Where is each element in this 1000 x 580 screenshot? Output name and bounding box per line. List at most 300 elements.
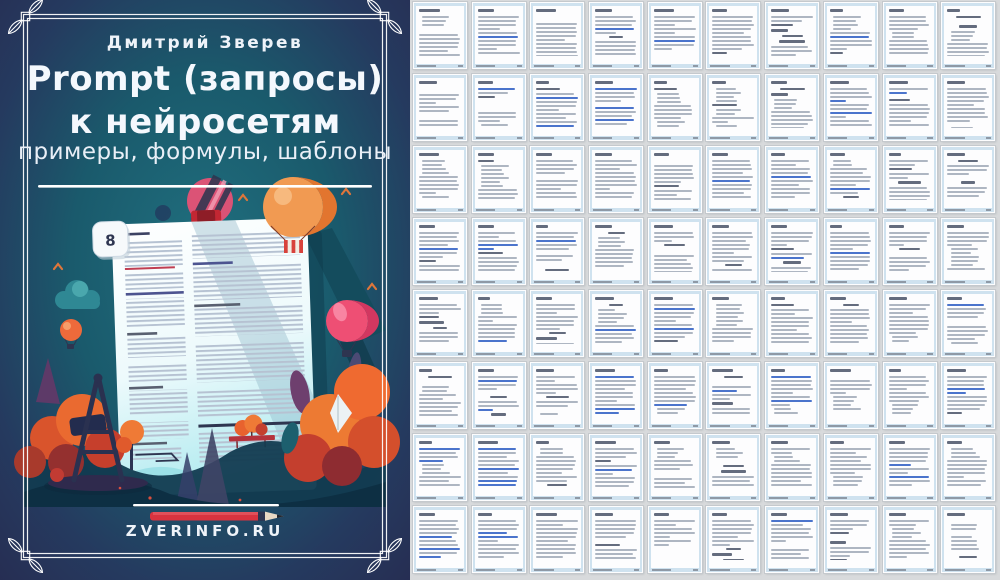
page-header-highlight <box>531 363 583 366</box>
page-right-margin-highlight <box>875 363 877 428</box>
page-text-lines <box>478 513 520 560</box>
page-text-lines <box>947 369 989 416</box>
page-thumbnail[interactable] <box>472 146 526 213</box>
page-footer <box>707 496 759 500</box>
page-left-margin-highlight <box>649 291 651 356</box>
page-right-margin-highlight <box>875 219 877 284</box>
page-right-margin-highlight <box>581 435 583 500</box>
page-right-margin-highlight <box>640 291 642 356</box>
page-thumbnail[interactable] <box>589 290 643 357</box>
page-footer <box>473 64 525 68</box>
page-thumbnail[interactable] <box>941 218 995 285</box>
page-left-margin-highlight <box>590 363 592 428</box>
page-footer <box>414 64 466 68</box>
page-thumbnail[interactable] <box>589 74 643 141</box>
page-footer <box>825 352 877 356</box>
page-left-margin-highlight <box>942 435 944 500</box>
page-text-lines <box>889 297 931 344</box>
page-thumbnail[interactable] <box>706 434 760 501</box>
page-footer <box>942 136 994 140</box>
page-header-highlight <box>825 435 877 438</box>
page-text-lines <box>771 9 813 56</box>
footer-separator-line <box>133 504 279 506</box>
page-thumbnail[interactable] <box>648 2 702 69</box>
page-footer <box>766 64 818 68</box>
page-right-margin-highlight <box>875 291 877 356</box>
page-right-margin-highlight <box>992 363 994 428</box>
page-footer <box>825 280 877 284</box>
page-header-highlight <box>649 363 701 366</box>
page-thumbnail[interactable] <box>530 218 584 285</box>
page-footer <box>531 280 583 284</box>
page-thumbnail[interactable] <box>648 146 702 213</box>
page-text-lines <box>830 513 872 560</box>
page-right-margin-highlight <box>581 147 583 212</box>
page-text-lines <box>536 441 578 488</box>
page-right-margin-highlight <box>464 291 466 356</box>
page-thumbnail[interactable] <box>648 362 702 429</box>
page-header-highlight <box>766 363 818 366</box>
page-right-margin-highlight <box>816 3 818 68</box>
page-thumbnail[interactable] <box>706 74 760 141</box>
page-header-highlight <box>825 291 877 294</box>
page-thumbnail[interactable] <box>472 290 526 357</box>
page-header-highlight <box>649 507 701 510</box>
page-right-margin-highlight <box>464 435 466 500</box>
page-left-margin-highlight <box>707 291 709 356</box>
page-text-lines <box>536 81 578 128</box>
page-header-highlight <box>414 3 466 6</box>
page-left-margin-highlight <box>707 507 709 572</box>
page-footer <box>942 568 994 572</box>
page-header-highlight <box>884 147 936 150</box>
page-header-highlight <box>414 75 466 78</box>
page-thumbnail[interactable] <box>589 218 643 285</box>
page-header-highlight <box>473 147 525 150</box>
page-left-margin-highlight <box>825 147 827 212</box>
page-thumbnail[interactable] <box>824 2 878 69</box>
page-header-highlight <box>414 363 466 366</box>
page-text-lines <box>478 369 520 416</box>
page-thumbnail[interactable] <box>413 146 467 213</box>
page-text-lines <box>947 441 989 488</box>
page-thumbnail[interactable] <box>824 434 878 501</box>
page-left-margin-highlight <box>590 291 592 356</box>
page-thumbnail[interactable] <box>589 146 643 213</box>
page-footer <box>942 352 994 356</box>
page-header-highlight <box>825 507 877 510</box>
page-right-margin-highlight <box>934 219 936 284</box>
page-thumbnail[interactable] <box>706 506 760 573</box>
page-thumbnail[interactable] <box>883 218 937 285</box>
page-footer <box>766 352 818 356</box>
page-footer <box>473 136 525 140</box>
page-right-margin-highlight <box>699 291 701 356</box>
page-left-margin-highlight <box>707 363 709 428</box>
page-left-margin-highlight <box>942 363 944 428</box>
page-footer <box>942 64 994 68</box>
page-footer <box>473 424 525 428</box>
page-right-margin-highlight <box>464 147 466 212</box>
page-thumbnail[interactable] <box>941 290 995 357</box>
page-thumbnail[interactable] <box>941 146 995 213</box>
page-thumbnail[interactable] <box>765 74 819 141</box>
page-thumbnail[interactable] <box>530 2 584 69</box>
page-thumbnail[interactable] <box>941 2 995 69</box>
page-left-margin-highlight <box>707 435 709 500</box>
page-right-margin-highlight <box>757 291 759 356</box>
page-header-highlight <box>473 507 525 510</box>
page-text-lines <box>889 513 931 560</box>
book-title-line2: к нейросетям <box>69 102 341 142</box>
page-header-highlight <box>766 147 818 150</box>
page-left-margin-highlight <box>531 75 533 140</box>
page-footer <box>531 568 583 572</box>
page-footer <box>766 496 818 500</box>
page-thumbnail[interactable] <box>472 434 526 501</box>
page-left-margin-highlight <box>825 3 827 68</box>
page-header-highlight <box>884 75 936 78</box>
page-text-lines <box>654 441 696 488</box>
page-thumbnail[interactable] <box>472 506 526 573</box>
page-footer <box>766 208 818 212</box>
page-right-margin-highlight <box>816 75 818 140</box>
page-footer <box>707 280 759 284</box>
page-right-margin-highlight <box>640 363 642 428</box>
page-header-highlight <box>707 507 759 510</box>
page-header-highlight <box>884 507 936 510</box>
page-text-lines <box>595 81 637 128</box>
page-left-margin-highlight <box>473 147 475 212</box>
page-text-lines <box>889 225 931 272</box>
page-text-lines <box>595 153 637 200</box>
page-text-lines <box>478 225 520 272</box>
page-text-lines <box>889 369 931 416</box>
page-footer <box>884 352 936 356</box>
page-right-margin-highlight <box>699 3 701 68</box>
page-right-margin-highlight <box>992 75 994 140</box>
page-left-margin-highlight <box>825 507 827 572</box>
page-thumbnail[interactable] <box>530 290 584 357</box>
page-left-margin-highlight <box>884 435 886 500</box>
page-left-margin-highlight <box>649 219 651 284</box>
page-text-lines <box>889 153 931 200</box>
page-thumbnail[interactable] <box>413 362 467 429</box>
page-thumbnail[interactable] <box>883 2 937 69</box>
page-footer <box>825 568 877 572</box>
page-right-margin-highlight <box>464 363 466 428</box>
book-title <box>0 58 410 144</box>
page-header-highlight <box>825 147 877 150</box>
page-thumbnail[interactable] <box>883 362 937 429</box>
page-right-margin-highlight <box>523 147 525 212</box>
page-text-lines <box>771 153 813 200</box>
title-separator-line <box>38 185 372 188</box>
page-header-highlight <box>884 291 936 294</box>
page-left-margin-highlight <box>707 219 709 284</box>
page-text-lines <box>712 369 754 416</box>
page-footer <box>825 208 877 212</box>
page-thumbnail[interactable] <box>472 2 526 69</box>
page-thumbnail[interactable] <box>589 506 643 573</box>
page-footer <box>766 280 818 284</box>
page-header-highlight <box>942 507 994 510</box>
page-right-margin-highlight <box>934 435 936 500</box>
page-right-margin-highlight <box>581 75 583 140</box>
page-text-lines <box>712 297 754 344</box>
page-text-lines <box>771 441 813 488</box>
page-left-margin-highlight <box>649 435 651 500</box>
page-thumbnail[interactable] <box>941 506 995 573</box>
page-thumbnail[interactable] <box>472 218 526 285</box>
page-footer <box>649 280 701 284</box>
page-text-lines <box>654 513 696 560</box>
page-thumbnail[interactable] <box>530 146 584 213</box>
page-thumbnail[interactable] <box>472 362 526 429</box>
page-right-margin-highlight <box>934 147 936 212</box>
page-text-lines <box>595 9 637 56</box>
page-thumbnail[interactable] <box>765 290 819 357</box>
page-footer <box>766 568 818 572</box>
page-right-margin-highlight <box>523 219 525 284</box>
page-right-margin-highlight <box>464 3 466 68</box>
page-header-highlight <box>590 147 642 150</box>
page-thumbnail[interactable] <box>824 506 878 573</box>
page-header-highlight <box>531 291 583 294</box>
page-thumbnail[interactable] <box>706 146 760 213</box>
page-text-lines <box>947 9 989 56</box>
page-text-lines <box>889 9 931 56</box>
page-header-highlight <box>414 291 466 294</box>
page-thumbnail[interactable] <box>413 506 467 573</box>
page-footer <box>825 64 877 68</box>
page-footer <box>649 64 701 68</box>
page-left-margin-highlight <box>884 363 886 428</box>
page-right-margin-highlight <box>757 507 759 572</box>
page-right-margin-highlight <box>934 3 936 68</box>
page-thumbnail[interactable] <box>941 74 995 141</box>
page-left-margin-highlight <box>531 3 533 68</box>
page-thumbnail[interactable] <box>589 434 643 501</box>
page-footer <box>590 136 642 140</box>
page-thumbnail[interactable] <box>413 218 467 285</box>
page-footer <box>766 136 818 140</box>
page-header-highlight <box>707 363 759 366</box>
page-footer <box>590 568 642 572</box>
page-thumbnail[interactable] <box>706 290 760 357</box>
page-thumbnail[interactable] <box>472 74 526 141</box>
page-thumbnail[interactable] <box>883 434 937 501</box>
page-text-lines <box>712 225 754 272</box>
page-text-lines <box>712 441 754 488</box>
page-left-margin-highlight <box>473 75 475 140</box>
page-left-margin-highlight <box>414 75 416 140</box>
page-header-highlight <box>649 3 701 6</box>
page-thumbnail[interactable] <box>648 218 702 285</box>
page-left-margin-highlight <box>825 363 827 428</box>
page-text-lines <box>536 513 578 560</box>
page-thumbnail[interactable] <box>765 362 819 429</box>
page-text-lines <box>654 9 696 56</box>
page-thumbnail[interactable] <box>824 290 878 357</box>
page-left-margin-highlight <box>942 147 944 212</box>
page-thumbnail[interactable] <box>941 434 995 501</box>
page-thumbnail[interactable] <box>824 74 878 141</box>
page-text-lines <box>478 441 520 488</box>
page-thumbnail[interactable] <box>530 362 584 429</box>
page-left-margin-highlight <box>590 435 592 500</box>
page-thumbnail[interactable] <box>648 434 702 501</box>
page-thumbnail[interactable] <box>883 74 937 141</box>
page-header-highlight <box>942 3 994 6</box>
page-left-margin-highlight <box>473 363 475 428</box>
page-text-lines <box>889 81 931 128</box>
page-right-margin-highlight <box>757 3 759 68</box>
page-thumbnail[interactable] <box>883 290 937 357</box>
page-left-margin-highlight <box>649 75 651 140</box>
page-right-margin-highlight <box>699 363 701 428</box>
page-footer <box>649 136 701 140</box>
page-thumbnail[interactable] <box>824 146 878 213</box>
page-footer <box>473 208 525 212</box>
page-thumbnail[interactable] <box>413 74 467 141</box>
page-header-highlight <box>884 3 936 6</box>
page-right-margin-highlight <box>992 3 994 68</box>
page-thumbnail[interactable] <box>706 362 760 429</box>
page-left-margin-highlight <box>825 291 827 356</box>
page-left-margin-highlight <box>766 363 768 428</box>
page-thumbnail[interactable] <box>648 74 702 141</box>
page-thumbnail[interactable] <box>648 290 702 357</box>
page-text-lines <box>654 297 696 344</box>
page-right-margin-highlight <box>934 75 936 140</box>
page-footer <box>590 208 642 212</box>
page-number-badge <box>92 221 130 260</box>
page-thumbnail[interactable] <box>589 2 643 69</box>
page-left-margin-highlight <box>473 3 475 68</box>
page-thumbnail[interactable] <box>765 434 819 501</box>
page-header-highlight <box>531 147 583 150</box>
page-right-margin-highlight <box>934 291 936 356</box>
page-text-lines <box>654 225 696 272</box>
page-left-margin-highlight <box>531 435 533 500</box>
page-thumbnail[interactable] <box>824 218 878 285</box>
book-cover <box>0 0 410 580</box>
page-text-lines <box>595 225 637 272</box>
page-thumbnail[interactable] <box>765 506 819 573</box>
page-thumbnail[interactable] <box>648 506 702 573</box>
page-thumbnail[interactable] <box>413 290 467 357</box>
page-footer <box>707 64 759 68</box>
page-text-lines <box>712 153 754 200</box>
page-text-lines <box>830 297 872 344</box>
page-right-margin-highlight <box>875 147 877 212</box>
page-thumbnail[interactable] <box>706 2 760 69</box>
page-thumbnail[interactable] <box>413 2 467 69</box>
page-footer <box>590 496 642 500</box>
page-text-lines <box>419 225 461 272</box>
page-left-margin-highlight <box>825 75 827 140</box>
page-text-lines <box>947 81 989 128</box>
page-header-highlight <box>884 219 936 222</box>
page-text-lines <box>889 441 931 488</box>
page-thumbnail[interactable] <box>413 434 467 501</box>
page-text-lines <box>947 225 989 272</box>
page-footer <box>590 424 642 428</box>
page-header-highlight <box>766 507 818 510</box>
page-thumbnail[interactable] <box>530 506 584 573</box>
page-text-lines <box>771 81 813 128</box>
page-right-margin-highlight <box>581 219 583 284</box>
page-right-margin-highlight <box>523 3 525 68</box>
page-left-margin-highlight <box>531 507 533 572</box>
website-label: ZVERINFO.RU <box>125 522 285 540</box>
page-footer <box>825 136 877 140</box>
page-left-margin-highlight <box>649 147 651 212</box>
page-left-margin-highlight <box>884 147 886 212</box>
page-header-highlight <box>414 507 466 510</box>
page-text-lines <box>654 81 696 128</box>
page-text-lines <box>419 9 461 56</box>
page-left-margin-highlight <box>414 3 416 68</box>
page-text-lines <box>830 441 872 488</box>
page-right-margin-highlight <box>875 435 877 500</box>
page-footer <box>884 64 936 68</box>
page-thumbnail[interactable] <box>824 362 878 429</box>
page-header-highlight <box>531 507 583 510</box>
page-thumbnail[interactable] <box>706 218 760 285</box>
page-text-lines <box>536 225 578 272</box>
book-title-line1: Prompt (запросы) <box>26 59 384 99</box>
page-header-highlight <box>473 291 525 294</box>
page-thumbnail[interactable] <box>530 434 584 501</box>
page-footer <box>414 208 466 212</box>
page-text-lines <box>478 153 520 200</box>
page-left-margin-highlight <box>649 363 651 428</box>
page-footer <box>707 424 759 428</box>
page-left-margin-highlight <box>884 3 886 68</box>
page-thumbnail[interactable] <box>530 74 584 141</box>
page-header-highlight <box>531 75 583 78</box>
page-right-margin-highlight <box>757 435 759 500</box>
page-left-margin-highlight <box>531 147 533 212</box>
pencil-icon <box>150 512 284 521</box>
page-text-lines <box>536 9 578 56</box>
page-text-lines <box>830 369 872 416</box>
page-text-lines <box>830 225 872 272</box>
page-left-margin-highlight <box>825 435 827 500</box>
page-thumbnail[interactable] <box>765 146 819 213</box>
page-left-margin-highlight <box>942 75 944 140</box>
page-right-margin-highlight <box>699 435 701 500</box>
page-thumbnail[interactable] <box>883 506 937 573</box>
page-thumbnail[interactable] <box>941 362 995 429</box>
page-footer <box>707 352 759 356</box>
page-right-margin-highlight <box>640 3 642 68</box>
page-thumbnail[interactable] <box>589 362 643 429</box>
page-header-highlight <box>942 219 994 222</box>
page-thumbnail[interactable] <box>765 2 819 69</box>
page-text-lines <box>478 9 520 56</box>
page-text-lines <box>947 297 989 344</box>
page-header-highlight <box>531 435 583 438</box>
page-right-margin-highlight <box>699 147 701 212</box>
page-left-margin-highlight <box>649 507 651 572</box>
page-thumbnail[interactable] <box>765 218 819 285</box>
page-left-margin-highlight <box>473 507 475 572</box>
page-thumbnail[interactable] <box>883 146 937 213</box>
page-footer <box>531 496 583 500</box>
